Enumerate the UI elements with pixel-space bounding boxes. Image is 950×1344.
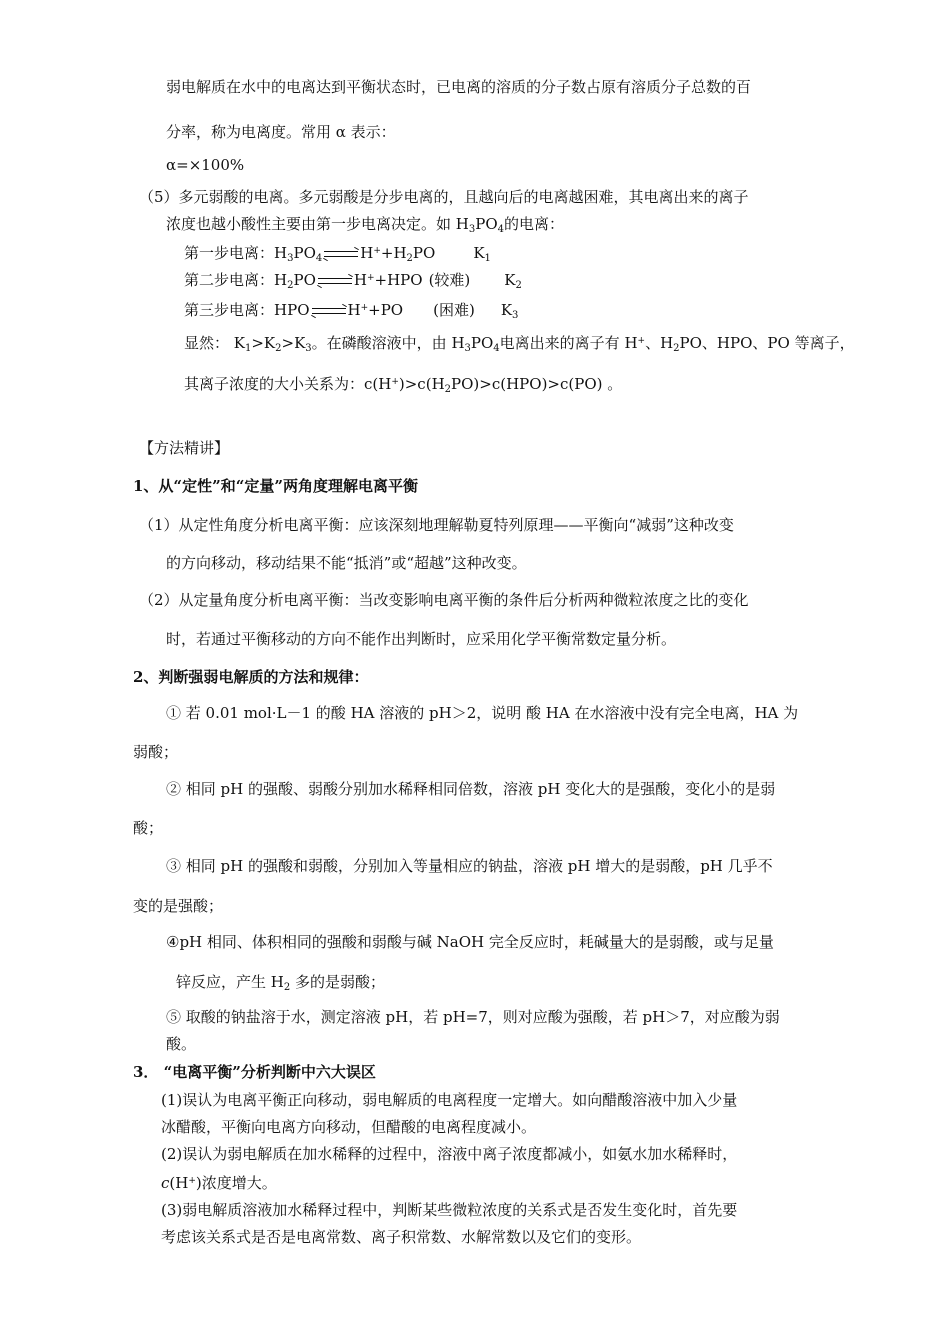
section-2-item-5b: 酸。: [166, 1035, 197, 1053]
section-2-item-5a: ⑤ 取酸的钠盐溶于水，测定溶液 pH，若 pH=7，则对应酸为强酸，若 pH＞7，对应酸为弱: [166, 1008, 780, 1026]
section-3-title: 3． “电离平衡”分析判断中六大误区: [133, 1063, 376, 1081]
section-3-para-2a: (2)误认为弱电解质在加水稀释的过程中，溶液中离子浓度都减小，如氨水加水稀释时，: [161, 1145, 738, 1163]
ionization-step-2: 第二步电离：$H_2PO$ H++HPO (较难) $K_2$: [184, 271, 522, 291]
polyprotic-line-1: （5）多元弱酸的电离。多元弱酸是分步电离的，且越向后的电离越困难，其电离出来的离子: [139, 188, 749, 206]
section-2-item-1a: ① 若 0.01 mol·L－1 的酸 HA 溶液的 pH＞2，说明 酸 HA 在水溶液中没有完全电离，HA 为: [166, 704, 799, 722]
section-2-title: 2、判断强弱电解质的方法和规律：: [133, 668, 369, 686]
section-2-item-2b: 酸；: [133, 819, 164, 837]
section-1-para-1b: 的方向移动，移动结果不能“抵消”或“超越”这种改变。: [166, 554, 527, 572]
section-3-para-2b: c(H+)浓度增大。: [161, 1174, 277, 1192]
section-2-item-3a: ③ 相同 pH 的强酸和弱酸，分别加入等量相应的钠盐，溶液 pH 增大的是弱酸，pH 几乎不: [166, 857, 773, 875]
ionization-degree-line-2: 分率，称为电离度。常用 α 表示：: [166, 123, 396, 141]
section-2-item-3b: 变的是强酸；: [133, 897, 224, 915]
obvious-conclusion: 显然： $K_1>K_2>K_3$。在磷酸溶液中，由 $H_3PO_4$电离出来的离子有 H+、$H_2PO$、HPO、PO 等离子，: [184, 334, 855, 354]
ionization-step-3: 第三步电离：HPO H++PO (困难) $K_3$: [184, 301, 519, 321]
section-3-para-1b: 冰醋酸，平衡向电离方向移动，但醋酸的电离程度减小。: [161, 1118, 537, 1136]
concentration-order: 其离子浓度的大小关系为：$c(H^+)>c(H_2PO)>c(HPO)>c(PO)$ 。: [184, 375, 623, 395]
section-2-item-4b: 锌反应，产生 $H_2$ 多的是弱酸；: [176, 973, 386, 993]
method-section-title: 【方法精讲】: [139, 439, 230, 457]
equilibrium-arrow-icon: [316, 274, 354, 288]
section-3-para-3b: 考虑该关系式是否是电离常数、离子积常数、水解常数以及它们的变形。: [161, 1228, 642, 1246]
ionization-degree-formula: α=×100%: [166, 156, 245, 174]
section-1-title: 1、从“定性”和“定量”两角度理解电离平衡: [133, 477, 418, 495]
section-1-para-2b: 时，若通过平衡移动的方向不能作出判断时，应采用化学平衡常数定量分析。: [166, 630, 677, 648]
ionization-degree-line-1: 弱电解质在水中的电离达到平衡状态时，已电离的溶质的分子数占原有溶质分子总数的百: [166, 78, 752, 96]
equilibrium-arrow-icon: [310, 304, 348, 318]
equilibrium-arrow-icon: [322, 247, 360, 261]
section-1-para-1a: （1）从定性角度分析电离平衡：应该深刻地理解勒夏特列原理——平衡向“减弱”这种改变: [139, 516, 734, 534]
section-3-para-1a: (1)误认为电离平衡正向移动，弱电解质的电离程度一定增大。如向醋酸溶液中加入少量: [161, 1091, 738, 1109]
section-2-item-4a: ④pH 相同、体积相同的强酸和弱酸与碱 NaOH 完全反应时，耗碱量大的是弱酸，或与足量: [166, 933, 774, 951]
section-3-para-3a: (3)弱电解质溶液加水稀释过程中，判断某些微粒浓度的关系式是否发生变化时，首先要: [161, 1201, 738, 1219]
polyprotic-line-2: 浓度也越小酸性主要由第一步电离决定。如 $H_3PO_4$的电离：: [166, 215, 565, 235]
ionization-step-1: 第一步电离：$H_3PO_4$ $H^++H_2PO$ $K_1$: [184, 244, 491, 264]
section-2-item-2a: ② 相同 pH 的强酸、弱酸分别加水稀释相同倍数，溶液 pH 变化大的是强酸，变化小的是弱: [166, 780, 776, 798]
section-1-para-2a: （2）从定量角度分析电离平衡：当改变影响电离平衡的条件后分析两种微粒浓度之比的变化: [139, 591, 749, 609]
section-2-item-1b: 弱酸；: [133, 743, 179, 761]
